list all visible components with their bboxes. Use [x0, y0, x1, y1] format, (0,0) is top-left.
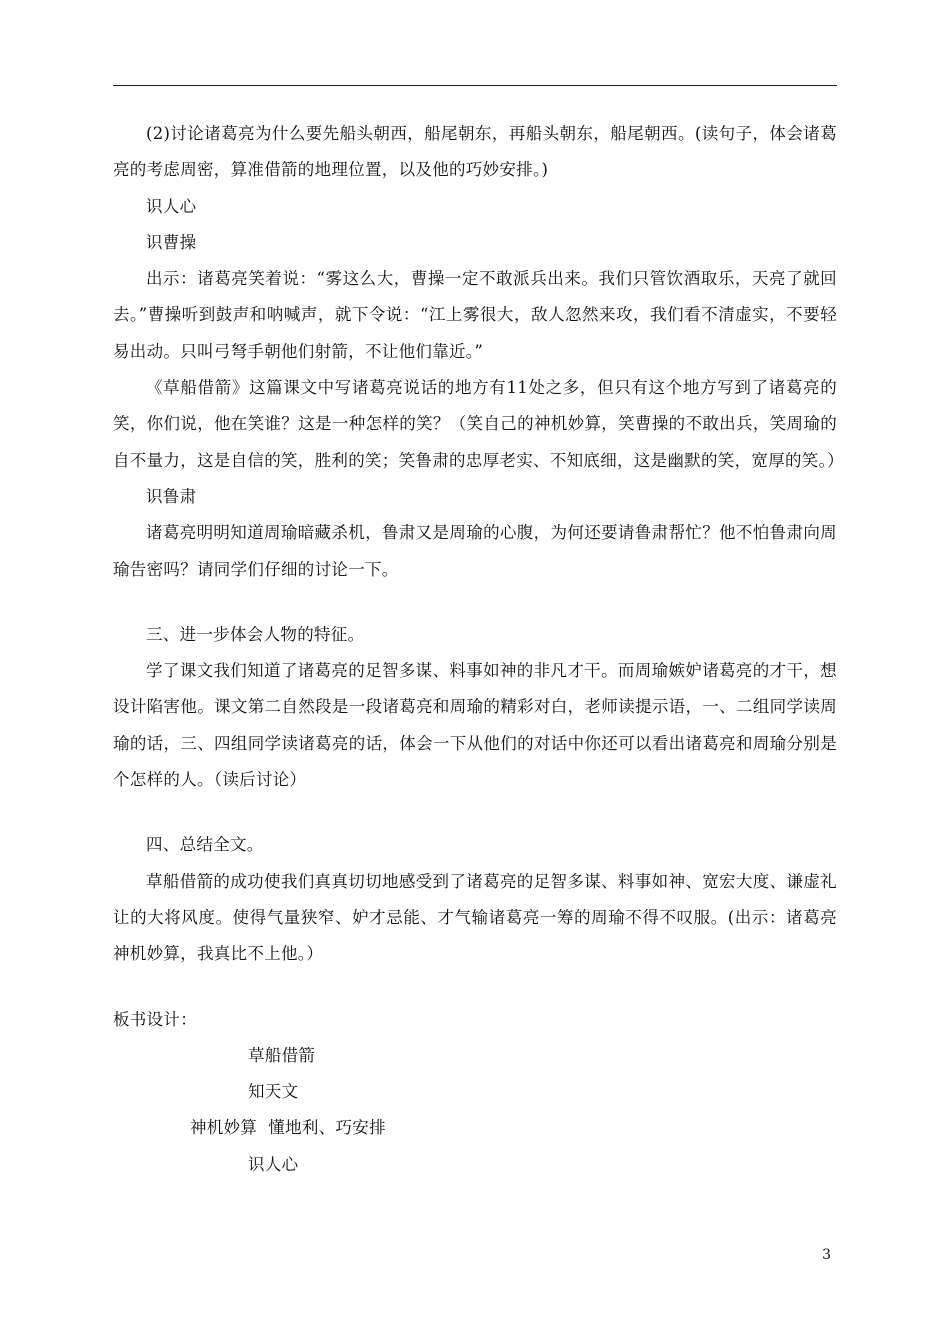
page-number: 3 — [822, 1247, 831, 1263]
paragraph-discussion-boat: (2)讨论诸葛亮为什么要先船头朝西，船尾朝东，再船头朝东，船尾朝西。(读句子，体会诸葛亮的考虑周密，算准借箭的地理位置，以及他的巧妙安排。) — [113, 124, 837, 180]
board-line-strategy: 神机妙算 懂地利、巧安排 — [190, 1118, 386, 1138]
heading-know-lusu: 识鲁肃 — [146, 486, 197, 506]
paragraph-laugh: 《草船借箭》这篇课文中写诸葛亮说话的地方有11处之多，但只有这个地方写到了诸葛亮的笑，你们说，他在笑谁？这是一种怎样的笑？（笑自己的神机妙算，笑曹操的不敢出兵，笑周瑜的自不量力，这是自信的笑，胜利的笑；笑鲁肃的忠厚老实、不知底细，这是幽默的笑，宽厚的笑。） — [113, 378, 844, 470]
paragraph-quote: 出示：诸葛亮笑着说：“雾这么大，曹操一定不敢派兵出来。我们只管饮酒取乐，天亮了就回去。”曹操听到鼓声和呐喊声，就下令说：“江上雾很大，敌人忽然来攻，我们看不清虚实，不要轻易出动。只叫弓弩手朝他们射箭，不让他们靠近。” — [113, 269, 837, 361]
board-line-astronomy: 知天文 — [248, 1082, 299, 1102]
board-line-title: 草船借箭 — [248, 1045, 316, 1065]
paragraph-characters: 学了课文我们知道了诸葛亮的足智多谋、料事如神的非凡才干。而周瑜嫉妒诸葛亮的才干，想设计陷害他。课文第二自然段是一段诸葛亮和周瑜的精彩对白，老师读提示语，一、二组同学读周瑜的话，三、四组同学读诸葛亮的话，体会一下从他们的对话中你还可以看出诸葛亮和周瑜分别是个怎样的人。（读后讨论） — [113, 661, 837, 790]
section-four-title: 四、总结全文。 — [146, 835, 264, 855]
board-design-heading: 板书设计： — [113, 1009, 197, 1029]
header-rule — [113, 85, 837, 86]
heading-know-people: 识人心 — [146, 196, 197, 216]
section-three-title: 三、进一步体会人物的特征。 — [146, 624, 365, 644]
heading-know-caocao: 识曹操 — [146, 232, 197, 252]
document-body — [113, 116, 844, 1183]
paragraph-lusu: 诸葛亮明明知道周瑜暗藏杀机，鲁肃又是周瑜的心腹，为何还要请鲁肃帮忙？他不怕鲁肃向周瑜告密吗？请同学们仔细的讨论一下。 — [113, 523, 837, 579]
paragraph-summary: 草船借箭的成功使我们真真切切地感受到了诸葛亮的足智多谋、料事如神、宽宏大度、谦虚礼让的大将风度。使得气量狭窄、妒才忌能、才气输诸葛亮一筹的周瑜不得不叹服。(出示：诸葛亮神机妙算，我真比不上他。） — [113, 871, 837, 964]
board-line-people: 识人心 — [248, 1154, 299, 1174]
